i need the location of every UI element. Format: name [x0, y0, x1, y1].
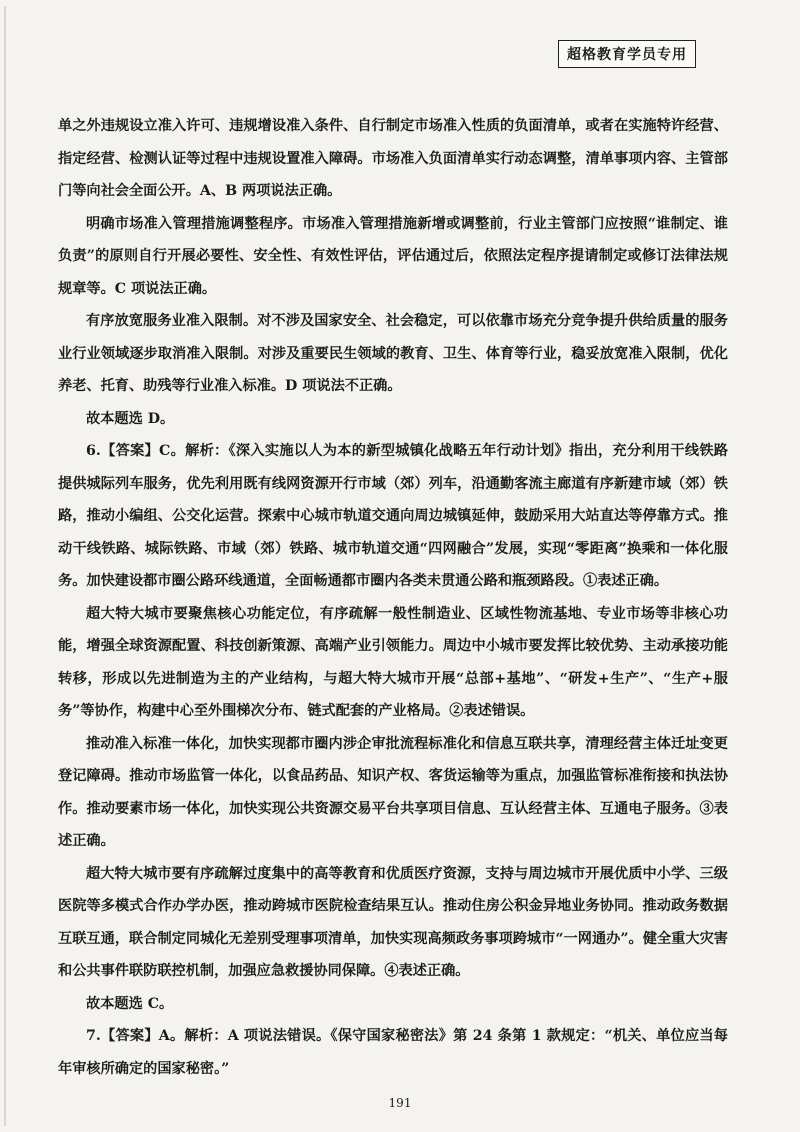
header-badge: 超格教育学员专用: [558, 40, 696, 68]
question-7-answer: 7.【答案】A。解析：A 项说法错误。《保守国家秘密法》第 24 条第 1 款规定：“机关、单位应当每年审核所确定的国家秘密。”: [58, 1028, 728, 1077]
document-body: [58, 110, 728, 1085]
paragraph: 超大特大城市要有序疏解过度集中的高等教育和优质医疗资源，支持与周边城市开展优质中小学、三级医院等多模式合作办学办医，推动跨城市医院检查结果互认。推动住房公积金异地业务协同。推动政务数据互联互通，联合制定同城化无差别受理事项清单，加快实现高频政务事项跨城市“一网通办”。健全重大灾害和公共事件联防联控机制，加强应急救援协同保障。④表述正确。: [58, 865, 728, 979]
paragraph: 推动准入标准一体化，加快实现都市圈内涉企审批流程标准化和信息互联共享，清理经营主体迁址变更登记障碍。推动市场监管一体化，以食品药品、知识产权、客货运输等为重点，加强监管标准衔接和执法协作。推动要素市场一体化，加快实现公共资源交易平台共享项目信息、互认经营主体、互通电子服务。③表述正确。: [58, 735, 728, 849]
page-edge: [4, 6, 6, 1126]
answer-conclusion: 故本题选 C。: [86, 995, 174, 1012]
question-6-answer: 6.【答案】C。解析：《深入实施以人为本的新型城镇化战略五年行动计划》指出，充分利用干线铁路提供城际列车服务，优先利用既有线网资源开行市域（郊）列车，沿通勤客流主廊道有序新建市域（郊）铁路，推动小编组、公交化运营。探索中心城市轨道交通向周边城镇延伸，鼓励采用大站直达等停靠方式。推动干线铁路、城际铁路、市域（郊）铁路、城市轨道交通“四网融合”发展，实现“零距离”换乘和一体化服务。加快建设都市圈公路环线通道，全面畅通都市圈内各类未贯通公路和瓶颈路段。①表述正确。: [58, 443, 728, 589]
page-number: 191: [388, 1096, 412, 1110]
paragraph: 明确市场准入管理措施调整程序。市场准入管理措施新增或调整前，行业主管部门应按照“谁制定、谁负责”的原则自行开展必要性、安全性、有效性评估，评估通过后，依照法定程序提请制定或修订法律法规规章等。C 项说法正确。: [58, 215, 728, 297]
paragraph: 有序放宽服务业准入限制。对不涉及国家安全、社会稳定，可以依靠市场充分竞争提升供给质量的服务业行业领域逐步取消准入限制。对涉及重要民生领域的教育、卫生、体育等行业，稳妥放宽准入限制，优化养老、托育、助残等行业准入标准。D 项说法不正确。: [58, 313, 728, 394]
paragraph: 超大特大城市要聚焦核心功能定位，有序疏解一般性制造业、区域性物流基地、专业市场等非核心功能，增强全球资源配置、科技创新策源、高端产业引领能力。周边中小城市要发挥比较优势、主动承接功能转移，形成以先进制造为主的产业结构，与超大特大城市开展“总部+基地”、“研发+生产”、“生产+服务”等协作，构建中心至外围梯次分布、链式配套的产业格局。②表述错误。: [58, 605, 728, 719]
paragraph: 单之外违规设立准入许可、违规增设准入条件、自行制定市场准入性质的负面清单，或者在实施特许经营、指定经营、检测认证等过程中违规设置准入障碍。市场准入负面清单实行动态调整，清单事项内容、主管部门等向社会全面公开。A、B 两项说法正确。: [58, 118, 728, 199]
answer-conclusion: 故本题选 D。: [86, 410, 175, 427]
